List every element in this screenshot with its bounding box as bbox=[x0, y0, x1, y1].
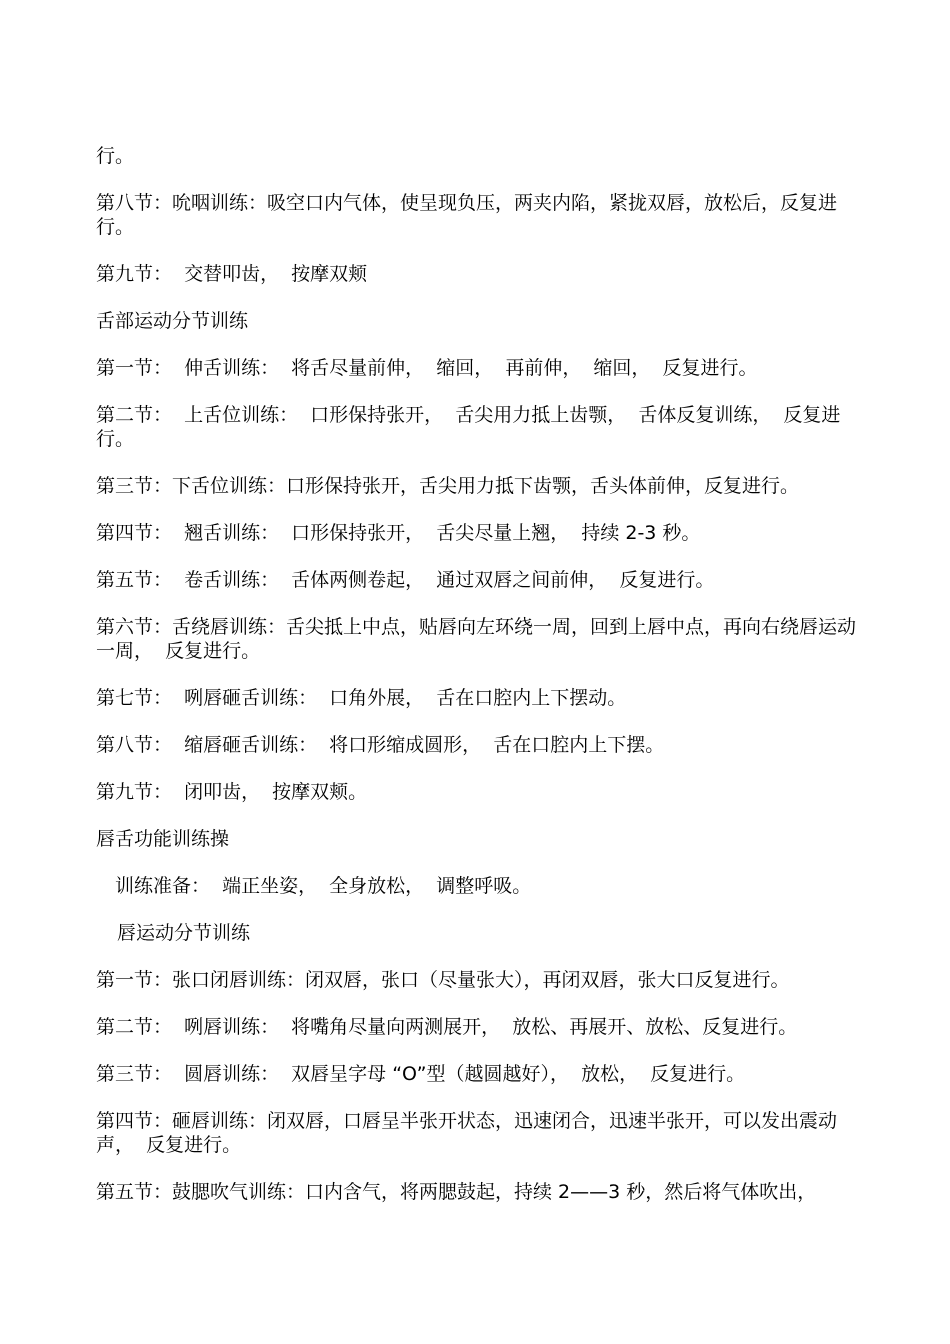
paragraph-preparation: 训练准备： 端正坐姿， 全身放松， 调整呼吸。 bbox=[115, 875, 532, 897]
paragraph-lip-section-2: 第二节： 咧唇训练： 将嘴角尽量向两测展开， 放松、再展开、放松、反复进行。 bbox=[96, 1016, 798, 1038]
paragraph-tongue-section-4: 第四节： 翘舌训练： 口形保持张开， 舌尖尽量上翘， 持续 2-3 秒。 bbox=[96, 522, 701, 544]
paragraph-tongue-section-3: 第三节：下舌位训练：口形保持张开，舌尖用力抵下齿颚，舌头体前伸，反复进行。 bbox=[96, 475, 800, 497]
paragraph-lip-section-4: 第四节：砸唇训练：闭双唇，口唇呈半张开状态，迅速闭合，迅速半张开，可以发出震动声， 反复进行。 bbox=[96, 1110, 838, 1156]
paragraph-tongue-section-9: 第九节： 闭叩齿， 按摩双颊。 bbox=[96, 781, 368, 803]
paragraph-tongue-section-6: 第六节：舌绕唇训练：舌尖抵上中点，贴唇向左环绕一周，回到上唇中点，再向右绕唇运动一周， 反复进行。 bbox=[96, 616, 857, 662]
heading-lip-tongue-exercise: 唇舌功能训练操 bbox=[96, 828, 230, 850]
paragraph-tongue-section-2: 第二节： 上舌位训练： 口形保持张开， 舌尖用力抵上齿颚， 舌体反复训练， 反复进行。 bbox=[96, 404, 841, 450]
heading-tongue-training: 舌部运动分节训练 bbox=[96, 310, 249, 332]
paragraph-tongue-section-1: 第一节： 伸舌训练： 将舌尽量前伸， 缩回， 再前伸， 缩回， 反复进行。 bbox=[96, 357, 758, 379]
paragraph-continuation: 行。 bbox=[96, 145, 135, 167]
paragraph-tongue-section-5: 第五节： 卷舌训练： 舌体两侧卷起， 通过双唇之间前伸， 反复进行。 bbox=[96, 569, 715, 591]
paragraph-lip-section-1: 第一节：张口闭唇训练：闭双唇，张口（尽量张大），再闭双唇，张大口反复进行。 bbox=[96, 969, 790, 991]
document-body bbox=[96, 144, 860, 1227]
paragraph-lip-section-8: 第八节：吮咽训练：吸空口内气体，使呈现负压，两夹内陷，紧拢双唇，放松后，反复进行。 bbox=[96, 192, 838, 238]
paragraph-lip-section-5: 第五节：鼓腮吹气训练：口内含气，将两腮鼓起，持续 2——3 秒，然后将气体吹出， bbox=[96, 1181, 817, 1203]
paragraph-tongue-section-8: 第八节： 缩唇砸舌训练： 将口形缩成圆形， 舌在口腔内上下摆。 bbox=[96, 734, 665, 756]
heading-lip-training: 唇运动分节训练 bbox=[117, 922, 251, 944]
paragraph-lip-section-3: 第三节： 圆唇训练： 双唇呈字母 “O”型（越圆越好）， 放松， 反复进行。 bbox=[96, 1063, 746, 1085]
paragraph-lip-section-9: 第九节： 交替叩齿， 按摩双颊 bbox=[96, 263, 368, 285]
paragraph-tongue-section-7: 第七节： 咧唇砸舌训练： 口角外展， 舌在口腔内上下摆动。 bbox=[96, 687, 627, 709]
